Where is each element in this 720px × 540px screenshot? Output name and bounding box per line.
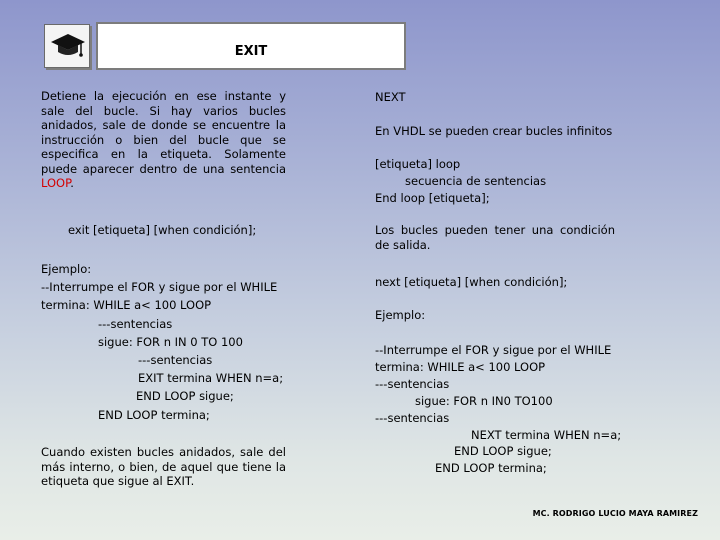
- example-line: END LOOP sigue;: [454, 444, 552, 458]
- example-label: Ejemplo:: [41, 262, 92, 276]
- next-syntax: next [etiqueta] [when condición];: [375, 275, 568, 289]
- example-line: sigue: FOR n IN 0 TO 100: [98, 335, 243, 349]
- logo-box: [44, 24, 90, 68]
- example-line: NEXT termina WHEN n=a;: [471, 428, 622, 442]
- exit-condition-text: Los bucles pueden tener una condición de salida.: [375, 223, 615, 252]
- nested-loops-note: Cuando existen bucles anidados, sale del más interno, o bien, de aquel que tiene la etiqueta que sigue al EXIT.: [41, 445, 286, 488]
- loop-keyword: LOOP: [41, 176, 71, 190]
- exit-example: [41, 260, 291, 430]
- example-line: termina: WHILE a< 100 LOOP: [41, 298, 212, 312]
- loop-line: secuencia de sentencias: [405, 174, 547, 188]
- loop-line: End loop [etiqueta];: [375, 191, 490, 205]
- example-line: END LOOP termina;: [98, 408, 210, 422]
- title-box: [96, 22, 406, 70]
- example-line: END LOOP sigue;: [136, 389, 234, 403]
- example-line: END LOOP termina;: [435, 461, 547, 475]
- next-example-label: Ejemplo:: [375, 308, 426, 322]
- exit-description-end: .: [70, 176, 74, 190]
- next-example: [375, 342, 625, 477]
- example-line: sigue: FOR n IN0 TO100: [415, 394, 553, 408]
- example-line: ---sentencias: [375, 411, 450, 425]
- exit-syntax: exit [etiqueta] [when condición];: [68, 223, 257, 237]
- example-line: termina: WHILE a< 100 LOOP: [375, 360, 546, 374]
- loop-line: [etiqueta] loop: [375, 157, 461, 171]
- example-line: ---sentencias: [138, 353, 213, 367]
- exit-description: [41, 89, 286, 191]
- example-line: --Interrumpe el FOR y sigue por el WHILE: [41, 280, 278, 294]
- loop-syntax: [375, 156, 615, 208]
- next-heading: NEXT: [375, 90, 406, 104]
- infinite-loops-text: En VHDL se pueden crear bucles infinitos: [375, 124, 613, 138]
- graduation-cap-icon: [45, 25, 89, 67]
- exit-description-text: Detiene la ejecución en ese instante y sale del bucle. Si hay varios bucles anidados, sale de donde se encuentre la instrucción o bien del bucle que se especifica en la etiqueta. Solamente puede aparecer dentro de una sentencia: [41, 89, 286, 176]
- example-line: --Interrumpe el FOR y sigue por el WHILE: [375, 343, 612, 357]
- example-line: EXIT termina WHEN n=a;: [138, 371, 284, 385]
- example-line: ---sentencias: [375, 377, 450, 391]
- author-credit: MC. RODRIGO LUCIO MAYA RAMIREZ: [532, 509, 698, 518]
- example-line: ---sentencias: [98, 317, 173, 331]
- slide-title: EXIT: [234, 44, 268, 59]
